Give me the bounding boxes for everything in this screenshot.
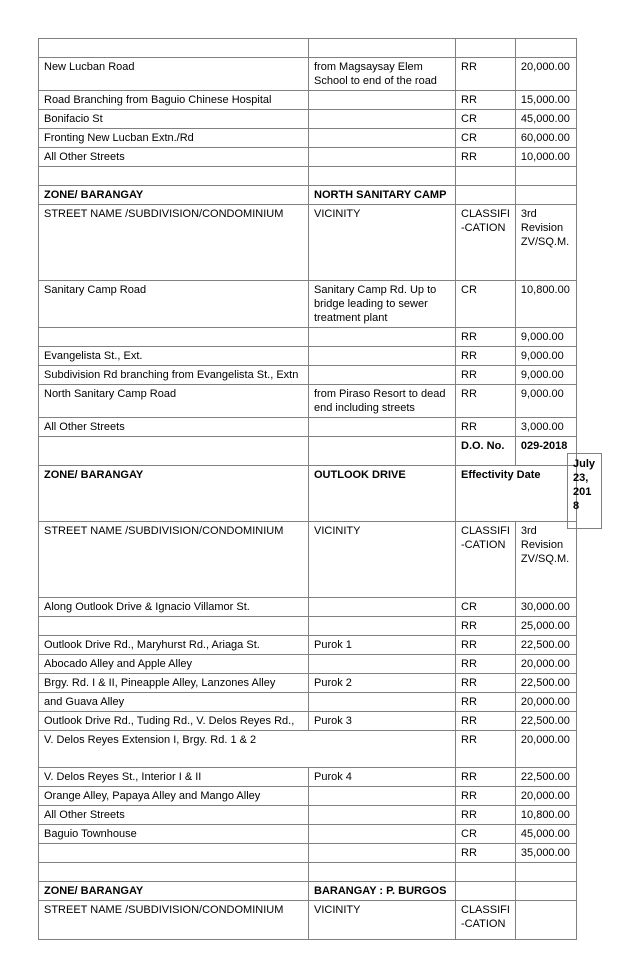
value-cell	[515, 39, 576, 58]
classification-header: CLASSIFI -CATION	[456, 205, 516, 281]
barangay-name: BARANGAY : P. BURGOS	[309, 882, 456, 901]
street-cell: Abocado Alley and Apple Alley	[39, 655, 309, 674]
vicinity-cell	[309, 598, 456, 617]
table-row	[39, 58, 577, 91]
classification-cell: RR	[456, 617, 516, 636]
vicinity-header: VICINITY	[309, 901, 456, 940]
street-cell	[39, 328, 309, 347]
table-row	[39, 844, 577, 863]
street-cell: Evangelista St., Ext.	[39, 347, 309, 366]
table-row	[39, 91, 577, 110]
street-cell	[39, 167, 309, 186]
classification-cell: CR	[456, 598, 516, 617]
column-header-row	[39, 901, 577, 940]
vicinity-cell	[309, 91, 456, 110]
street-cell: Subdivision Rd branching from Evangelista St., Extn	[39, 366, 309, 385]
classification-cell: RR	[456, 674, 516, 693]
vicinity-cell	[309, 693, 456, 712]
street-cell	[39, 437, 309, 466]
vicinity-cell: from Piraso Resort to dead end including streets	[309, 385, 456, 418]
classification-cell: RR	[456, 787, 516, 806]
column-header-row	[39, 522, 577, 598]
classification-cell: RR	[456, 58, 516, 91]
classification-cell: RR	[456, 693, 516, 712]
vicinity-cell: Purok 4	[309, 768, 456, 787]
classification-cell: RR	[456, 655, 516, 674]
value-cell: 20,000.00	[515, 58, 576, 91]
table-row	[39, 806, 577, 825]
classification-cell: RR	[456, 328, 516, 347]
street-cell: and Guava Alley	[39, 693, 309, 712]
classification-cell: RR	[456, 347, 516, 366]
vicinity-header: VICINITY	[309, 205, 456, 281]
street-cell: Fronting New Lucban Extn./Rd	[39, 129, 309, 148]
table-row	[39, 39, 577, 58]
vicinity-cell	[309, 39, 456, 58]
zone-label: ZONE/ BARANGAY	[39, 882, 309, 901]
table-row	[39, 385, 577, 418]
barangay-name: NORTH SANITARY CAMP	[309, 186, 456, 205]
table-row	[39, 347, 577, 366]
street-cell: Baguio Townhouse	[39, 825, 309, 844]
effectivity-date-text: July 23, 2018	[573, 458, 596, 512]
classification-cell: RR	[456, 91, 516, 110]
value-cell: 20,000.00	[515, 693, 576, 712]
classification-cell: RR	[456, 385, 516, 418]
vicinity-cell	[309, 437, 456, 466]
street-header: STREET NAME /SUBDIVISION/CONDOMINIUM	[39, 901, 309, 940]
street-cell: All Other Streets	[39, 148, 309, 167]
street-cell	[39, 617, 309, 636]
vicinity-cell	[309, 110, 456, 129]
value-cell: 9,000.00	[515, 366, 576, 385]
classification-cell: RR	[456, 768, 516, 787]
street-cell: Along Outlook Drive & Ignacio Villamor St.	[39, 598, 309, 617]
street-header: STREET NAME /SUBDIVISION/CONDOMINIUM	[39, 205, 309, 281]
value-cell	[515, 186, 576, 205]
value-cell: 25,000.00	[515, 617, 576, 636]
vicinity-cell	[309, 167, 456, 186]
value-cell: 35,000.00	[515, 844, 576, 863]
classification-cell	[456, 186, 516, 205]
value-cell: 45,000.00	[515, 110, 576, 129]
zone-header-row	[39, 466, 577, 522]
vicinity-cell: Purok 3	[309, 712, 456, 731]
value-cell: 9,000.00	[515, 385, 576, 418]
classification-cell: RR	[456, 636, 516, 655]
classification-cell: CR	[456, 129, 516, 148]
order-number-row	[39, 437, 577, 466]
classification-cell	[456, 863, 516, 882]
value-cell: 22,500.00	[515, 712, 576, 731]
vicinity-cell	[309, 806, 456, 825]
classification-header: CLASSIFI -CATION	[456, 522, 516, 598]
vicinity-cell	[309, 863, 456, 882]
street-cell: Orange Alley, Papaya Alley and Mango Alley	[39, 787, 309, 806]
table-row	[39, 863, 577, 882]
table-row	[39, 617, 577, 636]
table-row	[39, 636, 577, 655]
zone-label: ZONE/ BARANGAY	[39, 466, 309, 522]
value-header: 3rd Revision ZV/SQ.M.	[515, 205, 576, 281]
vicinity-cell	[309, 347, 456, 366]
street-cell: All Other Streets	[39, 418, 309, 437]
table-row	[39, 129, 577, 148]
vicinity-cell: from Magsaysay Elem School to end of the road	[309, 58, 456, 91]
value-cell: 9,000.00	[515, 328, 576, 347]
value-cell: 20,000.00	[515, 787, 576, 806]
vicinity-cell: Purok 1	[309, 636, 456, 655]
classification-cell: RR	[456, 844, 516, 863]
vicinity-cell	[309, 328, 456, 347]
street-cell: New Lucban Road	[39, 58, 309, 91]
value-cell: 20,000.00	[515, 655, 576, 674]
value-cell: 60,000.00	[515, 129, 576, 148]
table-row	[39, 328, 577, 347]
value-cell: 10,800.00	[515, 281, 576, 328]
effectivity-date-value	[567, 453, 602, 529]
street-cell: North Sanitary Camp Road	[39, 385, 309, 418]
street-cell: Outlook Drive Rd., Maryhurst Rd., Ariaga St.	[39, 636, 309, 655]
column-header-row	[39, 205, 577, 281]
table-row	[39, 712, 577, 731]
vicinity-cell	[309, 129, 456, 148]
table-row	[39, 167, 577, 186]
street-cell	[39, 844, 309, 863]
value-header: 3rd Revision ZV/SQ.M.	[515, 522, 576, 598]
value-header	[515, 901, 576, 940]
street-cell: Sanitary Camp Road	[39, 281, 309, 328]
zonal-value-table	[38, 38, 577, 940]
table-row	[39, 418, 577, 437]
value-cell	[515, 863, 576, 882]
zone-header-row	[39, 186, 577, 205]
street-cell	[39, 39, 309, 58]
classification-cell: RR	[456, 148, 516, 167]
vicinity-cell	[309, 655, 456, 674]
table-row	[39, 366, 577, 385]
value-cell	[515, 882, 576, 901]
table-row	[39, 693, 577, 712]
classification-cell: RR	[456, 731, 516, 768]
value-cell: 15,000.00	[515, 91, 576, 110]
value-cell: 10,800.00	[515, 806, 576, 825]
effectivity-date-label: Effectivity Date	[456, 466, 577, 522]
classification-cell: CR	[456, 281, 516, 328]
vicinity-cell: Purok 2	[309, 674, 456, 693]
street-header: STREET NAME /SUBDIVISION/CONDOMINIUM	[39, 522, 309, 598]
vicinity-cell	[309, 787, 456, 806]
street-cell: V. Delos Reyes Extension I, Brgy. Rd. 1 & 2	[39, 731, 456, 768]
street-cell: V. Delos Reyes St., Interior I & II	[39, 768, 309, 787]
table-row	[39, 148, 577, 167]
vicinity-cell: Sanitary Camp Rd. Up to bridge leading to sewer treatment plant	[309, 281, 456, 328]
street-cell: Bonifacio St	[39, 110, 309, 129]
value-cell: 20,000.00	[515, 731, 576, 768]
street-cell: All Other Streets	[39, 806, 309, 825]
classification-cell: RR	[456, 418, 516, 437]
vicinity-cell	[309, 366, 456, 385]
value-cell: 9,000.00	[515, 347, 576, 366]
table-row	[39, 825, 577, 844]
value-cell: 3,000.00	[515, 418, 576, 437]
vicinity-cell	[309, 825, 456, 844]
zone-header-row	[39, 882, 577, 901]
classification-cell: CR	[456, 110, 516, 129]
vicinity-cell	[309, 148, 456, 167]
value-cell: 22,500.00	[515, 636, 576, 655]
street-cell: Outlook Drive Rd., Tuding Rd., V. Delos Reyes Rd.,	[39, 712, 309, 731]
table-row	[39, 674, 577, 693]
value-cell: 22,500.00	[515, 768, 576, 787]
table-row	[39, 281, 577, 328]
street-cell	[39, 863, 309, 882]
value-cell: 10,000.00	[515, 148, 576, 167]
do-number-value: 029-2018	[515, 437, 576, 466]
vicinity-cell	[309, 418, 456, 437]
table-row	[39, 598, 577, 617]
classification-header: CLASSIFI -CATION	[456, 901, 516, 940]
classification-cell: RR	[456, 806, 516, 825]
street-cell: Road Branching from Baguio Chinese Hospital	[39, 91, 309, 110]
barangay-name: OUTLOOK DRIVE	[309, 466, 456, 522]
classification-cell: CR	[456, 825, 516, 844]
table-row	[39, 655, 577, 674]
classification-cell	[456, 39, 516, 58]
do-number-label: D.O. No.	[456, 437, 516, 466]
value-cell	[515, 167, 576, 186]
vicinity-cell	[309, 844, 456, 863]
table-row	[39, 768, 577, 787]
classification-cell	[456, 167, 516, 186]
table-row	[39, 787, 577, 806]
street-cell: Brgy. Rd. I & II, Pineapple Alley, Lanzones Alley	[39, 674, 309, 693]
classification-cell: RR	[456, 712, 516, 731]
value-cell: 30,000.00	[515, 598, 576, 617]
zone-label: ZONE/ BARANGAY	[39, 186, 309, 205]
table-row	[39, 731, 577, 768]
classification-cell: RR	[456, 366, 516, 385]
value-cell: 22,500.00	[515, 674, 576, 693]
table-row	[39, 110, 577, 129]
classification-cell	[456, 882, 516, 901]
vicinity-cell	[309, 617, 456, 636]
value-cell: 45,000.00	[515, 825, 576, 844]
vicinity-header: VICINITY	[309, 522, 456, 598]
